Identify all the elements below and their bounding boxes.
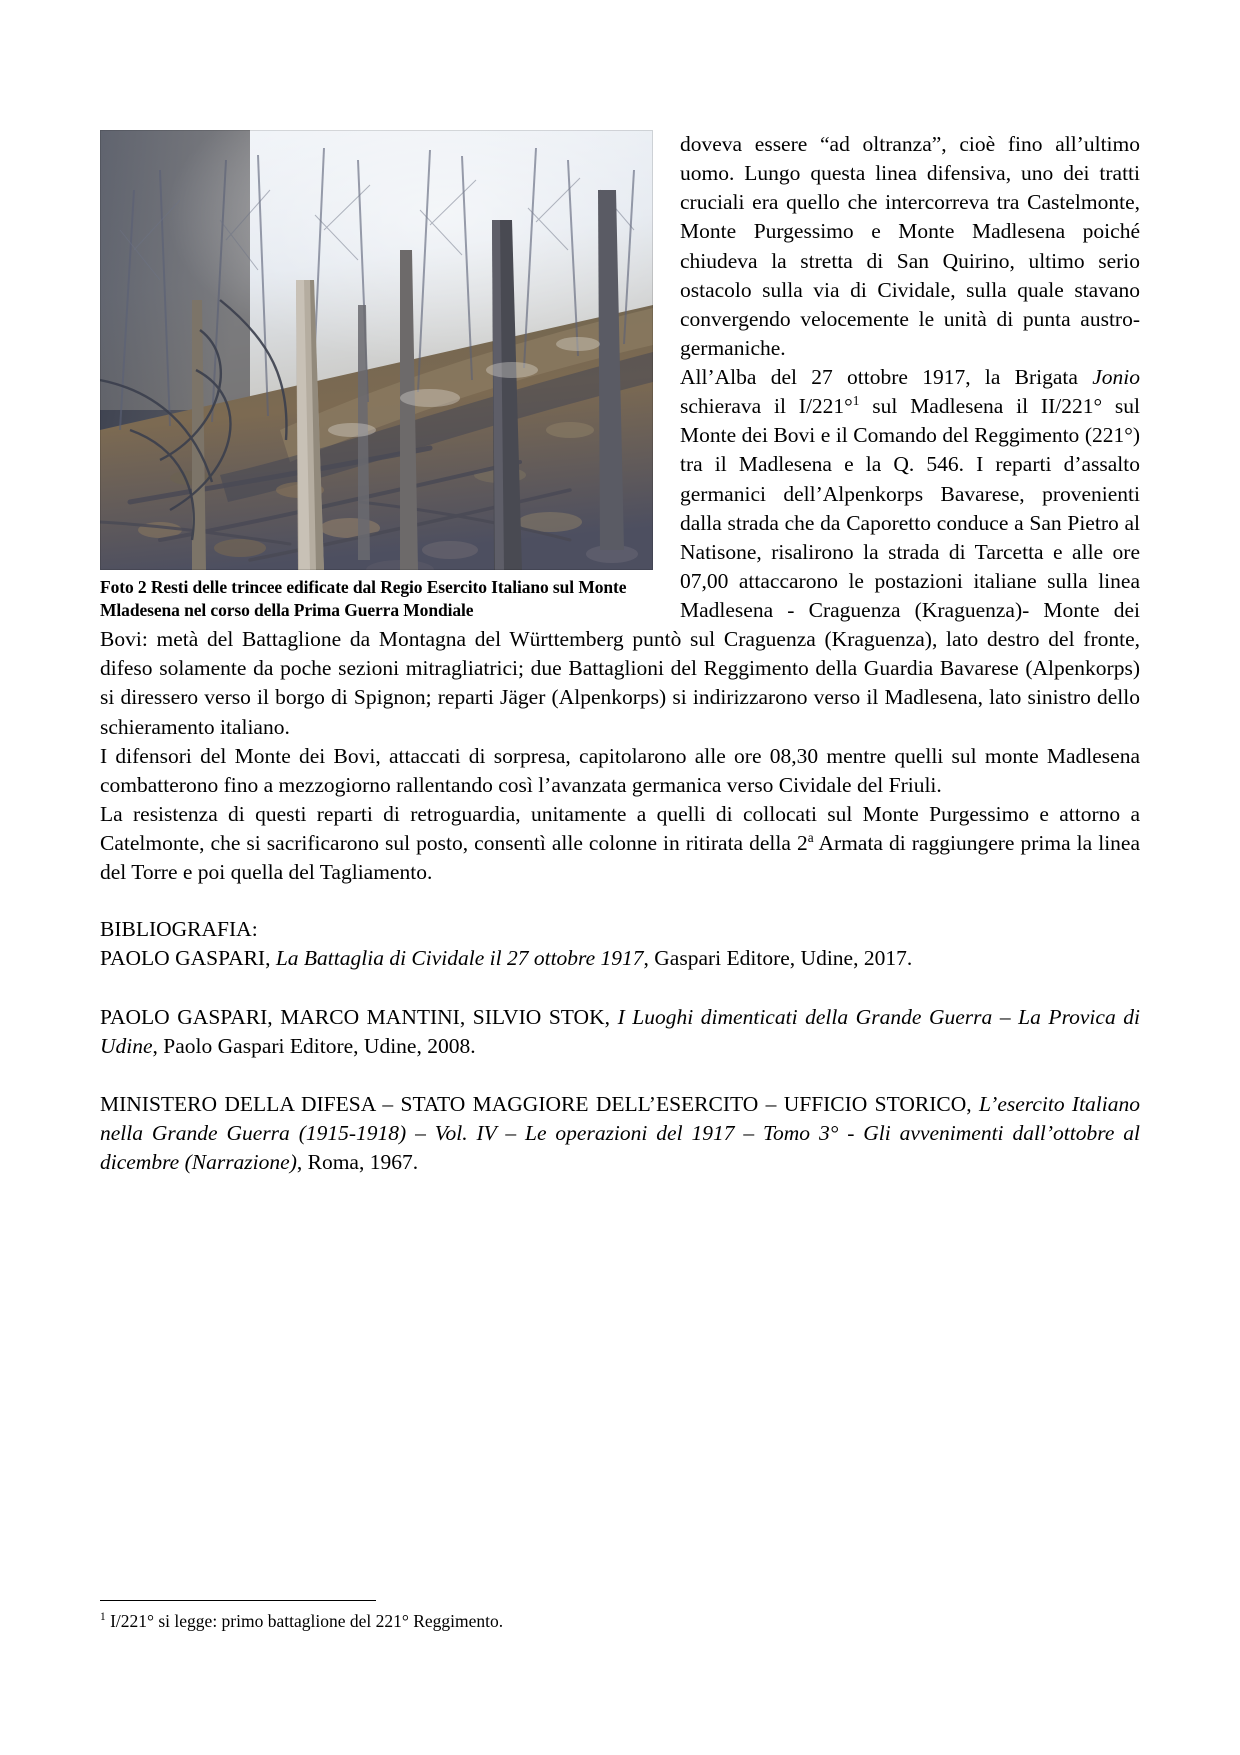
figure-block [100,130,660,622]
figure-caption-line-1: Foto 2 Resti delle trincee edificate dal Regio Esercito Italiano sul [100,577,575,597]
figure-caption-line-2: Monte Mladesena nel corso della Prima Guerra Mondiale [100,577,627,621]
paragraph-3-text: I difensori del Monte dei Bovi, attaccati di sorpresa, capitolarono alle ore 08,30 mentre quelli sul monte Madlesena combatterono fino a mezzogiorno rallentando così l’avanzata germanica verso Cividale del Friuli. [100,743,1140,797]
photo-trincee-monte-mladesena [100,130,653,570]
footnote-1 [100,1610,1140,1633]
bibliography-entry-1-title: La Battaglia di Cividale il 27 ottobre 1917 [275,946,644,971]
footnote-1-marker: 1 [100,1611,106,1624]
bibliography-entry-1 [100,944,1140,973]
bibliography-entry-3-authors: MINISTERO DELLA DIFESA – STATO MAGGIORE DELL’ESERCITO – UFFICIO STORICO, [100,1091,979,1116]
footnote-separator-rule [100,1600,376,1601]
photo-illustration [100,130,653,570]
bibliography-entry-2-authors: PAOLO GASPARI, MARCO MANTINI, SILVIO STOK, [100,1004,618,1029]
figure-caption [100,576,640,622]
paragraph-2-text-c: sul Madlesena il II/221° sul Monte dei Bovi e il Comando del Reggimento (221°) tra il Madlesena e la Q. 546. I reparti d’assalto germanici dell’Alpenkorps Bavarese, provenienti dalla strada che da Caporetto conduce a San Pietro al Natisone, risalirono la strada di Tarcetta e alle ore 07,00 attaccarono le postazioni italiane sulla linea Madlesena - Craguenza (Kraguenza)- Monte dei Bovi: metà del Battaglione da Montagna del Württemberg puntò sul Craguenza (Kraguenza), lato destro del fronte, difeso solamente da poche sezioni mitragliatrici; due Battaglioni del Reggimento della Guardia Bavarese (Alpenkorps) si diressero verso il borgo di Spignon; reparti Jäger (Alpenkorps) si indirizzarono verso il Madlesena, lato sinistro dello schieramento italiano. [100,394,1140,739]
footnote-1-text: I/221° si legge: primo battaglione del 221° Reggimento. [105,1611,504,1631]
body-paragraph-4 [100,800,1140,887]
paragraph-4-text-a: La resistenza di questi reparti di retroguardia, unitamente a quelli di collocati sul Monte Purgessimo e attorno a Catelmonte, che si sacrificarono sul posto, consentì alle colonne in ritirata della 2 [100,801,1140,855]
ordinal-superscript-a: a [807,829,814,845]
section-spacer [100,887,1140,915]
footnote-zone [100,1600,1140,1633]
bibliography-gap-2 [100,1061,1140,1090]
bibliography-entry-1-rest: , Gaspari Editore, Udine, 2017. [643,946,913,971]
bibliography-entry-2-rest: , Paolo Gaspari Editore, Udine, 2008. [152,1033,476,1058]
bibliography-entry-2 [100,1003,1140,1061]
bibliography-entry-3-rest: , Roma, 1967. [296,1150,419,1174]
footnote-reference-1[interactable]: 1 [852,392,860,408]
bibliography-entry-3-title: L’esercito Italiano nella Grande Guerra (1915-1918) – Vol. IV – Le operazioni del 1917 – Tomo 3° - Gli avvenimenti dall’ottobre al dicembre (Narrazione) [100,1091,1141,1174]
bibliography-entry-1-authors: PAOLO GASPARI, [100,946,276,971]
bibliography-entry-3 [100,1090,1140,1177]
paragraph-4-text-b: Armata di raggiungere prima la linea del Torre e poi quella del Tagliamento. [100,831,1141,885]
bibliography-gap-1 [100,974,1140,1003]
paragraph-2-text-a: All’Alba del 27 ottobre 1917, la Brigata [680,365,1093,389]
bibliography-heading: BIBLIOGRAFIA: [100,917,258,942]
body-paragraph-3 [100,742,1140,800]
brigade-name-jonio: Jonio [1092,365,1140,389]
paragraph-1-text: doveva essere “ad oltranza”, cioè fino all’ultimo uomo. Lungo questa linea difensiva, uno dei tratti cruciali era quello che intercorreva tra Castelmonte, Monte Purgessimo e Monte Madlesena poiché chiudeva la stretta di San Quirino, ultimo serio ostacolo sulla via di Cividale, sulla quale stavano convergendo velocemente le unità di punta austro-germaniche. [680,132,1140,360]
page-content [100,130,1140,1177]
paragraph-2-text-b: schierava il I/221° [680,394,853,419]
bibliography-entry-2-title: I Luoghi dimenticati della Grande Guerra – La Provica di Udine [100,1004,1140,1058]
